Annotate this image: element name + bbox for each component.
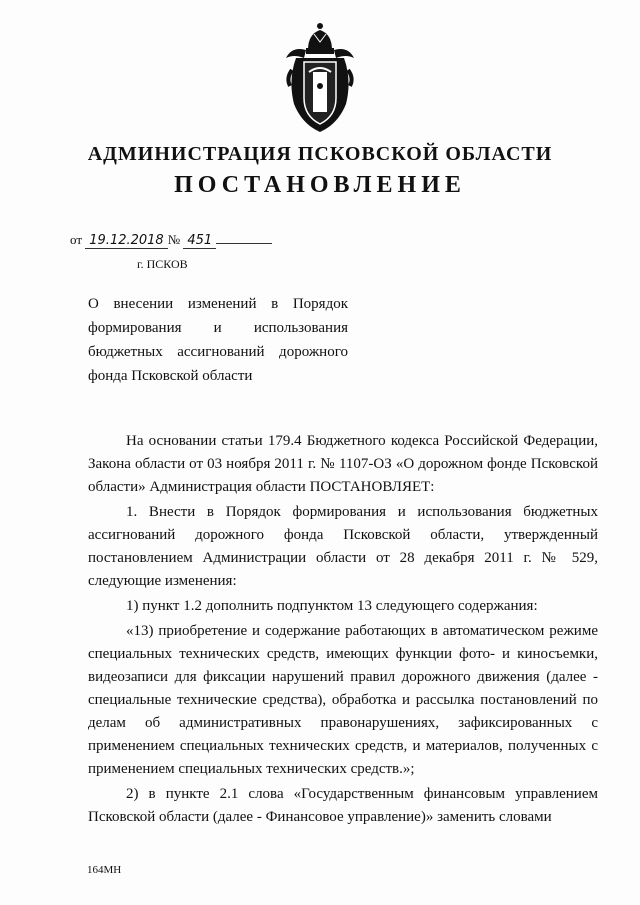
number-label: № (167, 232, 181, 247)
document-body (88, 430, 598, 831)
body-paragraph: 2) в пункте 2.1 слова «Государственным финансовым управлением Псковской области (далее - Финансовое управление)» заменить словами (88, 786, 598, 825)
pskov-coat-of-arms-icon (282, 20, 358, 138)
document-number: 451 (183, 233, 216, 249)
body-paragraph: 1. Внести в Порядок формирования и использования бюджетных ассигнований дорожного фонда Псковской области, утвержденный постановлением Администрации области от 28 декабря 2011 г. № 529, следующие изменения: (88, 504, 598, 589)
organization-title: АДМИНИСТРАЦИЯ ПСКОВСКОЙ ОБЛАСТИ (87, 143, 553, 165)
city-label: г. ПСКОВ (137, 257, 188, 271)
document-code: 164МН (87, 864, 122, 876)
document-date: 19.12.2018 (85, 233, 167, 249)
body-paragraph: «13) приобретение и содержание работающих в автоматическом режиме специальных технических средств, имеющих функции фото- и киносъемки, видеозаписи для фиксации нарушений правил дорожного движения (далее - специальные технические средства), обработка и рассылка постановлений по делам об административных правонарушениях, зафиксированных с применением специальных технических средств, и материалов, полученных с применением специальных технических средств.»; (88, 623, 598, 777)
from-label: от (70, 232, 83, 247)
number-underline (216, 233, 272, 244)
date-number-line (70, 232, 272, 248)
body-paragraph: 1) пункт 1.2 дополнить подпунктом 13 следующего содержания: (126, 598, 538, 614)
document-subject: О внесении изменений в Порядок формирования и использования бюджетных ассигнований дорожного фонда Псковской области (88, 296, 348, 384)
body-paragraph: На основании статьи 179.4 Бюджетного кодекса Российской Федерации, Закона области от 03 ноября 2011 г. № 1107-ОЗ «О дорожном фонде Псковской области» Администрация области ПОСТАНОВЛЯЕТ: (88, 433, 598, 495)
document-type-title: ПОСТАНОВЛЕНИЕ (174, 172, 466, 198)
